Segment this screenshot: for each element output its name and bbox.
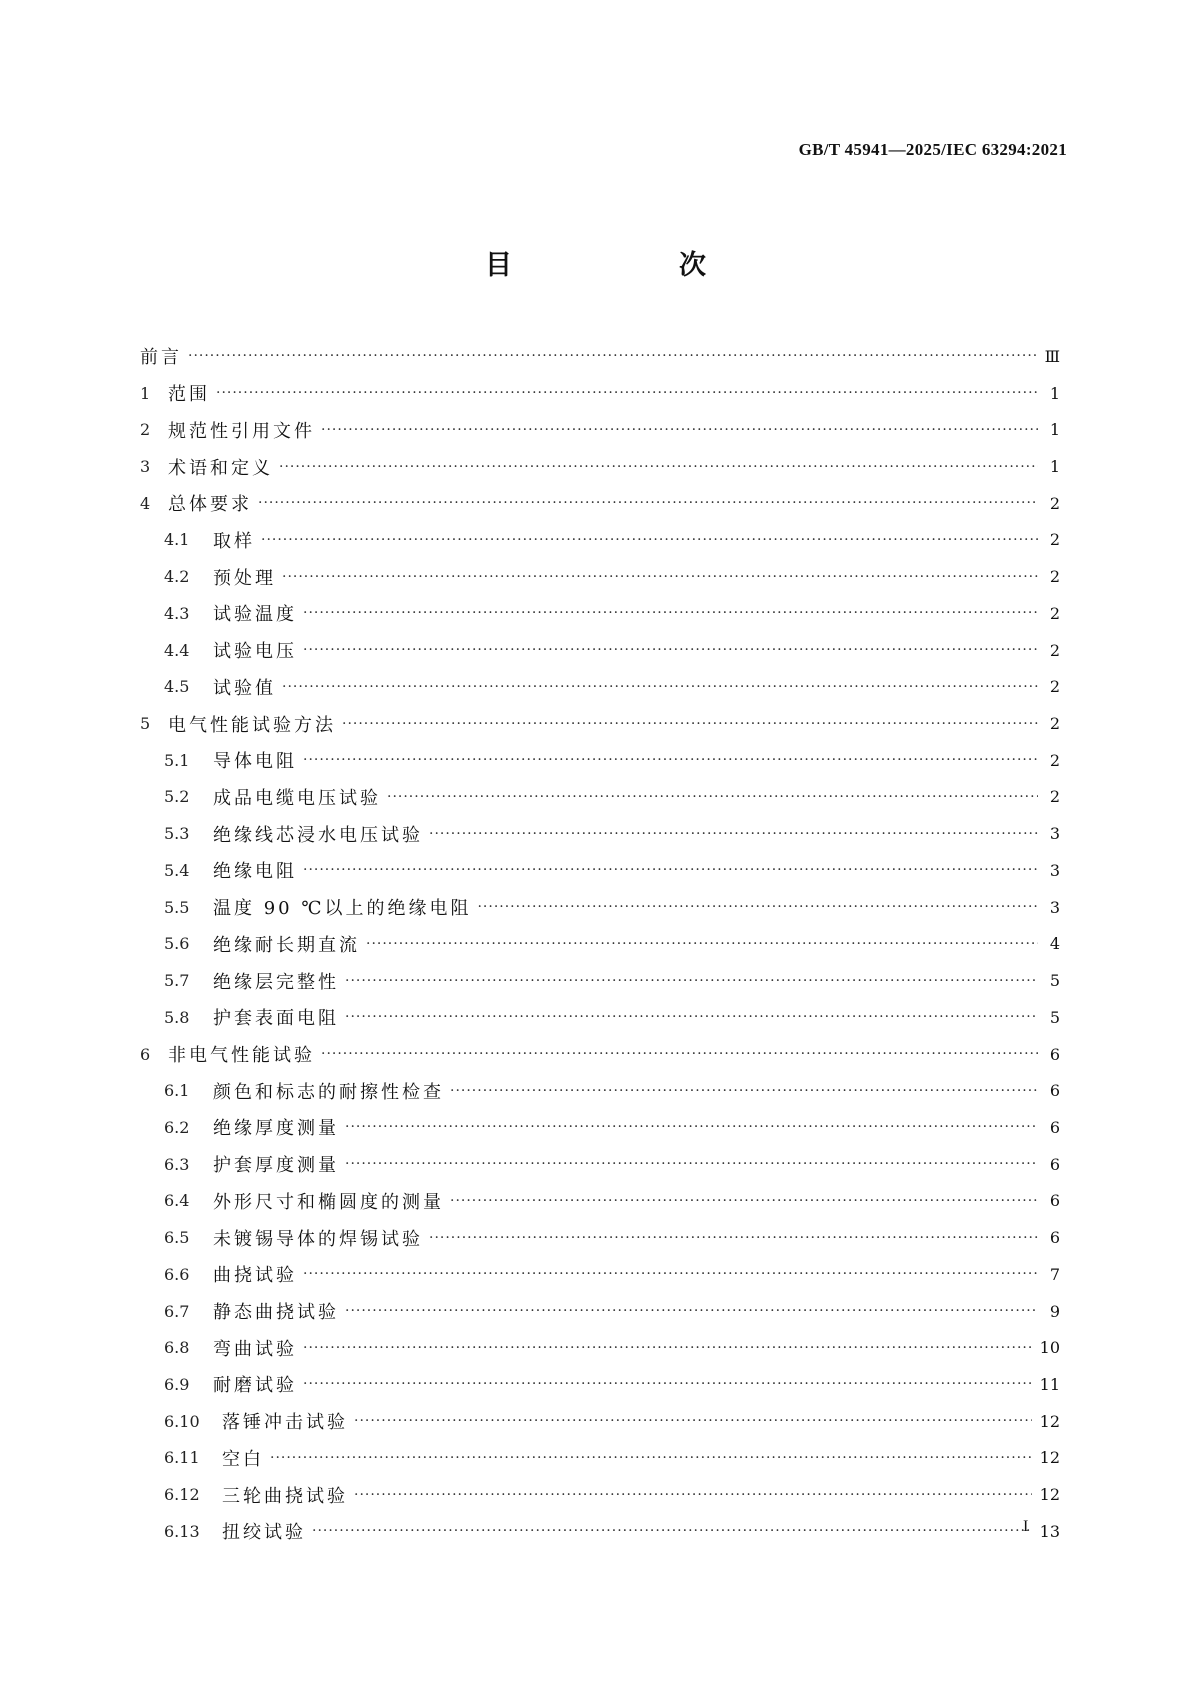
toc-leader-dots	[216, 383, 1038, 403]
toc-entry-title: 绝缘电阻	[213, 861, 297, 883]
toc-entry[interactable]	[140, 1440, 1060, 1477]
toc-leader-dots	[354, 1485, 1032, 1505]
toc-entry-page: 6	[1049, 1081, 1060, 1101]
toc-entry-page: 2	[1049, 530, 1060, 550]
toc-entry[interactable]	[140, 742, 1060, 779]
toc-entry-title: 非电气性能试验	[168, 1045, 315, 1067]
toc-leader-dots	[303, 750, 1038, 770]
toc-entry-page: 5	[1049, 1007, 1060, 1027]
toc-leader-dots	[303, 860, 1038, 880]
toc-entry-title: 电气性能试验方法	[168, 714, 336, 736]
toc-entry-page: 10	[1039, 1338, 1060, 1358]
toc-entry-number: 6.7	[164, 1301, 190, 1321]
toc-entry-number: 6.6	[164, 1264, 190, 1284]
toc-leader-dots	[312, 1521, 1032, 1541]
toc-entry-number: 4.2	[164, 567, 190, 587]
toc-entry[interactable]	[140, 375, 1060, 412]
toc-entry-title: 未镀锡导体的焊锡试验	[213, 1228, 423, 1250]
toc-entry-title: 试验值	[213, 677, 276, 699]
toc-entry-page: 6	[1049, 1117, 1060, 1137]
toc-entry-page: 2	[1049, 640, 1060, 660]
toc-entry-title: 静态曲挠试验	[213, 1302, 339, 1324]
toc-leader-dots	[354, 1411, 1032, 1431]
toc-entry-number: 6.1	[164, 1081, 190, 1101]
toc-entry-number: 5.3	[164, 824, 190, 844]
toc-entry-page: 2	[1049, 677, 1060, 697]
toc-leader-dots	[321, 420, 1038, 440]
toc-entry-title: 总体要求	[168, 494, 252, 516]
toc-entry-title: 护套表面电阻	[213, 1008, 339, 1030]
toc-leader-dots	[321, 1044, 1038, 1064]
toc-entry[interactable]	[140, 522, 1060, 559]
toc-entry-page: 3	[1049, 860, 1060, 880]
toc-entry-page: 2	[1049, 750, 1060, 770]
toc-entry-number: 5.1	[164, 750, 190, 770]
toc-entry-page: 2	[1049, 567, 1060, 587]
toc-entry-number: 4.4	[164, 640, 190, 660]
toc-entry-title: 外形尺寸和椭圆度的测量	[213, 1191, 444, 1213]
toc-leader-dots	[366, 934, 1038, 954]
toc-entry-number: 5	[140, 714, 151, 734]
toc-entry[interactable]	[140, 595, 1060, 632]
toc-leader-dots	[429, 1228, 1038, 1248]
toc-entry[interactable]	[140, 926, 1060, 963]
toc-entry-page: 13	[1039, 1521, 1060, 1541]
toc-entry-number: 4	[140, 493, 151, 513]
toc-entry-page: 2	[1049, 714, 1060, 734]
toc-entry[interactable]	[140, 1183, 1060, 1220]
toc-entry-title: 温度 90 ℃以上的绝缘电阻	[213, 898, 472, 920]
toc-entry-page: 3	[1049, 897, 1060, 917]
toc-entry-title: 术语和定义	[168, 457, 273, 479]
toc-leader-dots	[261, 530, 1038, 550]
toc-entry-page: 2	[1049, 787, 1060, 807]
toc-entry-title: 扭绞试验	[222, 1522, 306, 1544]
toc-entry-page: 7	[1049, 1264, 1060, 1284]
toc-entry-page: 6	[1049, 1154, 1060, 1174]
toc-leader-dots	[188, 346, 1037, 366]
toc-entry-page: 5	[1049, 971, 1060, 991]
toc-entry-title: 试验温度	[213, 604, 297, 626]
toc-entry-page: 2	[1049, 603, 1060, 623]
toc-entry-page: 12	[1039, 1411, 1060, 1431]
page-title: 目 次	[485, 250, 776, 281]
toc-leader-dots	[303, 640, 1038, 660]
toc-leader-dots	[303, 1338, 1032, 1358]
toc-entry[interactable]	[140, 1219, 1060, 1256]
toc-entry-title: 三轮曲挠试验	[222, 1485, 348, 1507]
toc-entry[interactable]	[140, 1072, 1060, 1109]
toc-entry-page: 12	[1039, 1485, 1060, 1505]
toc-entry[interactable]	[140, 779, 1060, 816]
toc-entry-title: 弯曲试验	[213, 1338, 297, 1360]
toc-entry-page: 6	[1049, 1191, 1060, 1211]
toc-entry-title: 绝缘线芯浸水电压试验	[213, 824, 423, 846]
toc-entry-number: 5.8	[164, 1007, 190, 1027]
toc-entry-number: 4.1	[164, 530, 190, 550]
toc-entry-title: 颜色和标志的耐擦性检查	[213, 1081, 444, 1103]
toc-entry-page: 2	[1049, 493, 1060, 513]
toc-entry[interactable]	[140, 485, 1060, 522]
toc-entry-page: 6	[1049, 1044, 1060, 1064]
toc-entry[interactable]	[140, 411, 1060, 448]
toc-leader-dots	[282, 677, 1038, 697]
toc-entry[interactable]	[140, 338, 1060, 375]
toc-entry-title: 绝缘耐长期直流	[213, 934, 360, 956]
toc-entry-title: 落锤冲击试验	[222, 1412, 348, 1434]
toc-leader-dots	[282, 567, 1038, 587]
toc-entry-page: 6	[1049, 1228, 1060, 1248]
toc-entry[interactable]	[140, 558, 1060, 595]
toc-entry-number: 2	[140, 420, 151, 440]
toc-leader-dots	[303, 1264, 1038, 1284]
toc-entry-page: 12	[1039, 1448, 1060, 1468]
toc-entry-title: 试验电压	[213, 641, 297, 663]
toc-entry-number: 5.4	[164, 860, 190, 880]
toc-entry[interactable]	[140, 1109, 1060, 1146]
toc-leader-dots	[387, 787, 1038, 807]
toc-entry-number: 5.2	[164, 787, 190, 807]
toc-leader-dots	[303, 1374, 1032, 1394]
toc-leader-dots	[270, 1448, 1032, 1468]
toc-entry[interactable]	[140, 1366, 1060, 1403]
toc-entry-number: 6.2	[164, 1117, 190, 1137]
toc-entry[interactable]	[140, 1293, 1060, 1330]
toc-entry-number: 6.5	[164, 1228, 190, 1248]
toc-entry[interactable]	[140, 705, 1060, 742]
toc-leader-dots	[429, 824, 1038, 844]
toc-entry-number: 5.6	[164, 934, 190, 954]
toc-entry[interactable]	[140, 889, 1060, 926]
toc-entry[interactable]	[140, 1513, 1060, 1550]
toc-entry-number: 6.3	[164, 1154, 190, 1174]
page-number: I	[1023, 1518, 1029, 1535]
toc-entry-title: 护套厚度测量	[213, 1155, 339, 1177]
toc-entry[interactable]	[140, 1256, 1060, 1293]
toc-entry[interactable]	[140, 815, 1060, 852]
toc-leader-dots	[303, 603, 1038, 623]
toc-entry-title: 绝缘层完整性	[213, 971, 339, 993]
toc-entry-number: 5.5	[164, 897, 190, 917]
toc-entry[interactable]	[140, 632, 1060, 669]
toc-entry[interactable]	[140, 1476, 1060, 1513]
toc-entry-number: 5.7	[164, 971, 190, 991]
toc-entry[interactable]	[140, 1403, 1060, 1440]
toc-entry-title: 取样	[213, 530, 255, 552]
toc-entry-number: 6.10	[164, 1411, 200, 1431]
toc-entry-title: 曲挠试验	[213, 1265, 297, 1287]
toc-entry-title: 规范性引用文件	[168, 420, 315, 442]
toc-entry-page: 1	[1049, 383, 1060, 403]
toc-leader-dots	[345, 971, 1038, 991]
table-of-contents	[140, 338, 1060, 1550]
standard-code-header: GB/T 45941—2025/IEC 63294:2021	[798, 140, 1067, 159]
toc-entry-number: 4.3	[164, 603, 190, 623]
toc-entry[interactable]	[140, 1146, 1060, 1183]
toc-entry-page: 1	[1049, 420, 1060, 440]
toc-entry[interactable]	[140, 962, 1060, 999]
toc-entry-page: 9	[1049, 1301, 1060, 1321]
toc-entry[interactable]	[140, 852, 1060, 889]
toc-entry[interactable]	[140, 1036, 1060, 1073]
toc-entry-title: 导体电阻	[213, 751, 297, 773]
toc-entry-number: 6	[140, 1044, 151, 1064]
toc-leader-dots	[450, 1081, 1038, 1101]
toc-leader-dots	[477, 897, 1038, 917]
toc-entry-title: 耐磨试验	[213, 1375, 297, 1397]
toc-leader-dots	[342, 714, 1038, 734]
toc-entry-number: 6.12	[164, 1485, 200, 1505]
toc-leader-dots	[345, 1154, 1038, 1174]
toc-entry-page: 4	[1049, 934, 1060, 954]
toc-entry-number: 6.9	[164, 1374, 190, 1394]
toc-entry-page: 11	[1039, 1374, 1060, 1394]
toc-entry-number: 6.13	[164, 1521, 200, 1541]
toc-entry-title: 预处理	[213, 567, 276, 589]
toc-entry[interactable]	[140, 1329, 1060, 1366]
toc-entry-number: 4.5	[164, 677, 190, 697]
toc-entry[interactable]	[140, 999, 1060, 1036]
toc-entry-page: 3	[1049, 824, 1060, 844]
toc-entry-page: 1	[1049, 457, 1060, 477]
toc-entry-number: 1	[140, 383, 151, 403]
toc-leader-dots	[279, 457, 1038, 477]
toc-entry-title: 前言	[140, 347, 182, 369]
toc-entry-title: 空白	[222, 1448, 264, 1470]
toc-entry-number: 6.11	[164, 1448, 200, 1468]
toc-entry[interactable]	[140, 448, 1060, 485]
toc-leader-dots	[345, 1117, 1038, 1137]
toc-entry-title: 成品电缆电压试验	[213, 787, 381, 809]
toc-entry-number: 6.4	[164, 1191, 190, 1211]
toc-entry-title: 绝缘厚度测量	[213, 1118, 339, 1140]
toc-leader-dots	[450, 1191, 1038, 1211]
toc-entry-number: 6.8	[164, 1338, 190, 1358]
toc-entry-number: 3	[140, 457, 151, 477]
toc-leader-dots	[345, 1007, 1038, 1027]
toc-entry[interactable]	[140, 668, 1060, 705]
toc-entry-page: Ⅲ	[1044, 346, 1060, 366]
toc-leader-dots	[258, 493, 1038, 513]
toc-entry-title: 范围	[168, 384, 210, 406]
toc-leader-dots	[345, 1301, 1038, 1321]
